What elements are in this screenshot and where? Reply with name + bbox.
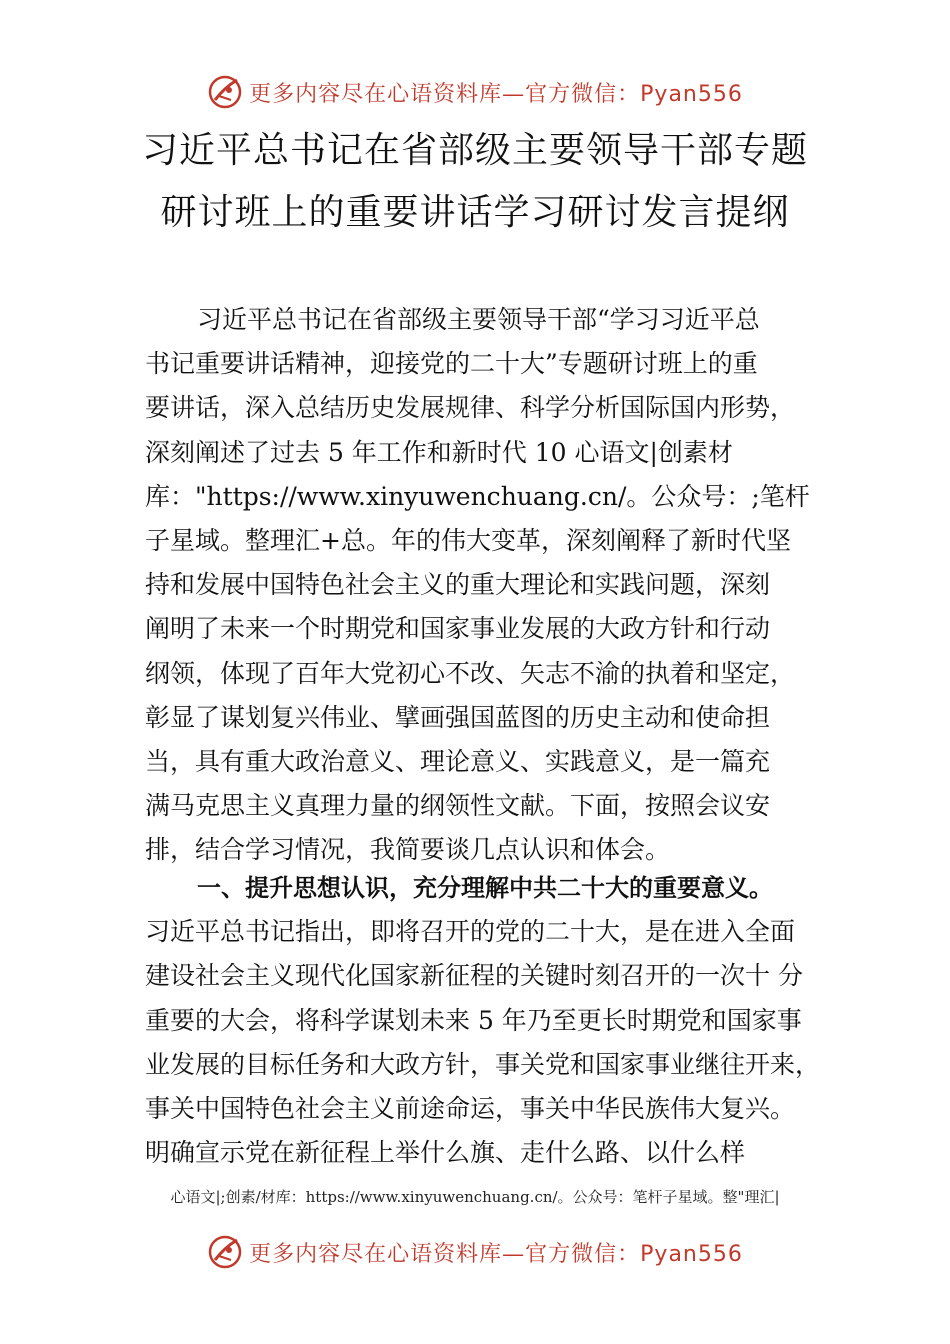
text-line: 重要的大会，将科学谋划未来 5 年乃至更长时期党和国家事 xyxy=(145,1005,802,1035)
text-line: 深刻阐述了过去 5 年工作和新时代 10 心语文|创素材 xyxy=(145,437,733,467)
paragraph-1 xyxy=(145,298,820,872)
watermark-banner-bottom xyxy=(0,1230,950,1274)
text-line: 满马克思主义真理力量的纲领性文献。下面，按照会议安 xyxy=(145,791,771,821)
wechat-id: Pyan556 xyxy=(640,81,743,107)
document-title-line-1: 习近平总书记在省部级主要领导干部专题 xyxy=(141,130,808,171)
watermark-label: 更多内容尽在心语资料库—官方微信： xyxy=(249,1241,641,1267)
wechat-id: Pyan556 xyxy=(640,1241,743,1267)
text-line: 事关中国特色社会主义前途命运，事关中华民族伟大复兴。 xyxy=(145,1093,796,1123)
text-line: 习近平总书记指出，即将召开的党的二十大，是在进入全面 xyxy=(145,917,796,947)
section-1 xyxy=(145,866,820,1175)
text-line: 要讲话，深入总结历史发展规律、科学分析国际国内形势， xyxy=(145,393,796,423)
watermark-label: 更多内容尽在心语资料库—官方微信： xyxy=(249,81,641,107)
text-line: 习近平总书记在省部级主要领导干部“学习习近平总 xyxy=(197,305,760,334)
text-line: 子星域。整理汇+总。年的伟大变革，深刻阐释了新时代坚 xyxy=(145,525,791,555)
section-heading: 一、提升思想认识，充分理解中共二十大的重要意义。 xyxy=(197,874,773,902)
text-line: 阐明了未来一个时期党和国家事业发展的大政方针和行动 xyxy=(145,614,771,644)
text-line: 建设社会主义现代化国家新征程的关键时刻召开的一次十 分 xyxy=(145,961,803,991)
text-line: 书记重要讲话精神，迎接党的二十大”专题研讨班上的重 xyxy=(145,349,758,379)
text-line: 持和发展中国特色社会主义的重大理论和实践问题，深刻 xyxy=(145,570,771,600)
text-line: 库："https://www.xinyuwenchuang.cn/。公众号：;笔杆 xyxy=(145,481,810,511)
watermark-text xyxy=(249,77,743,108)
text-line: 业发展的目标任务和大政方针，事关党和国家事业继往开来， xyxy=(145,1049,821,1079)
brand-logo-icon xyxy=(207,1234,243,1270)
watermark-banner-top xyxy=(0,70,950,114)
text-line: 纲领，体现了百年大党初心不改、矢志不渝的执着和坚定， xyxy=(145,658,796,688)
text-line: 明确宣示党在新征程上举什么旗、走什么路、以什么样 xyxy=(145,1138,746,1168)
text-line: 当，具有重大政治意义、理论意义、实践意义，是一篇充 xyxy=(145,746,771,776)
document-title-line-2: 研讨班上的重要讲话学习研讨发言提纲 xyxy=(160,192,790,233)
watermark-text xyxy=(249,1237,743,1268)
footer-note: 心语文|;创素/材库：https://www.xinyuwenchuang.cn/。公众号：笔杆子星域。整"理汇| xyxy=(170,1188,780,1206)
text-line: 排，结合学习情况，我简要谈几点认识和体会。 xyxy=(145,835,671,865)
brand-logo-icon xyxy=(207,74,243,110)
text-line: 彰显了谋划复兴伟业、擘画强国蓝图的历史主动和使命担 xyxy=(145,702,771,732)
